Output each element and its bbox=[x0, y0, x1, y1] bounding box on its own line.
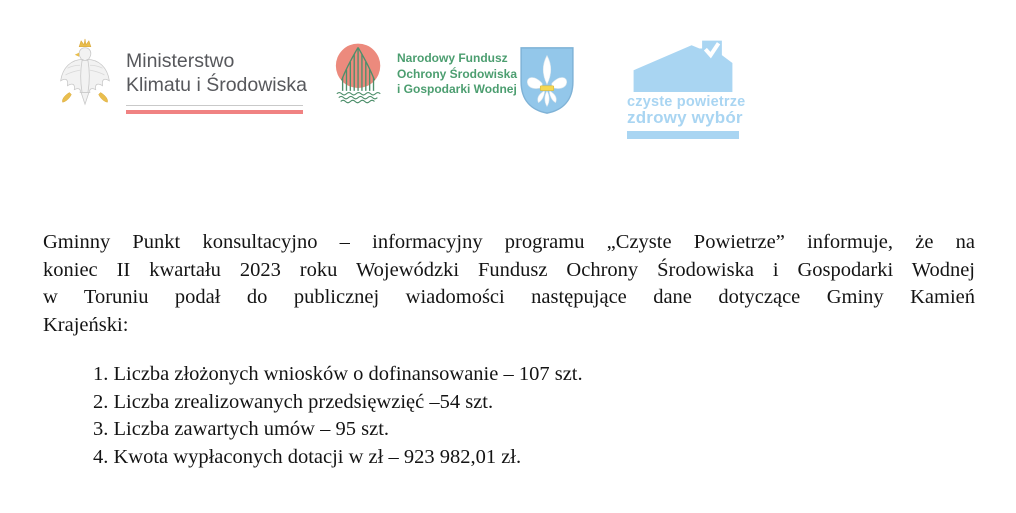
announcement-body bbox=[43, 229, 975, 471]
nfosigw-logo bbox=[332, 42, 517, 105]
list-item-paid-subsidies: 4. Kwota wypłaconych dotacji w zł – 923 982,01 zł. bbox=[93, 445, 522, 468]
nfosigw-name-line1: Narodowy Fundusz bbox=[397, 51, 508, 65]
nfosigw-name-line2: Ochrony Środowiska bbox=[397, 66, 518, 81]
house-with-checkmark-icon bbox=[627, 36, 739, 92]
czyste-powietrze-line2: zdrowy wybór bbox=[627, 108, 743, 127]
ministry-name-line1: Ministerstwo bbox=[126, 50, 235, 72]
list-item-applications: 1. Liczba złożonych wniosków o dofinansowanie – 107 szt. bbox=[93, 363, 583, 385]
nfosigw-logo-text bbox=[397, 42, 517, 105]
fleur-de-lis-shield-icon bbox=[517, 45, 577, 116]
kamien-krajenski-coat-of-arms bbox=[517, 45, 577, 116]
paragraph-line: Gminny Punkt konsultacyjno – informacyjny programu „Czyste Powietrze” informuje, że na bbox=[43, 231, 975, 253]
nfosigw-name-line3: i Gospodarki Wodnej bbox=[397, 82, 517, 96]
ministry-underline bbox=[126, 105, 303, 114]
list-item-signed-contracts: 3. Liczba zawartych umów – 95 szt. bbox=[93, 418, 390, 440]
tree-in-circle-icon bbox=[332, 42, 388, 105]
ministry-name-line2: Klimatu i Środowiska bbox=[126, 74, 307, 96]
ministry-logo bbox=[55, 38, 307, 114]
czyste-powietrze-bar bbox=[627, 131, 739, 139]
statistics-list bbox=[43, 361, 975, 471]
paragraph-line: Krajeński: bbox=[43, 313, 129, 336]
czyste-powietrze-line1: czyste powietrze bbox=[627, 94, 746, 110]
intro-paragraph bbox=[43, 229, 975, 339]
paragraph-line: koniec II kwartału 2023 roku Wojewódzki Fundusz Ochrony Środowiska i Gospodarki Wodnej bbox=[43, 258, 975, 281]
ministry-logo-text bbox=[126, 38, 307, 114]
polish-eagle-icon bbox=[55, 38, 115, 112]
list-item-completed-projects: 2. Liczba zrealizowanych przedsięwzięć –54 szt. bbox=[93, 390, 494, 413]
paragraph-line: w Toruniu podał do publicznej wiadomości następujące dane dotyczące Gminy Kamień bbox=[43, 286, 975, 308]
czyste-powietrze-logo bbox=[627, 36, 746, 139]
